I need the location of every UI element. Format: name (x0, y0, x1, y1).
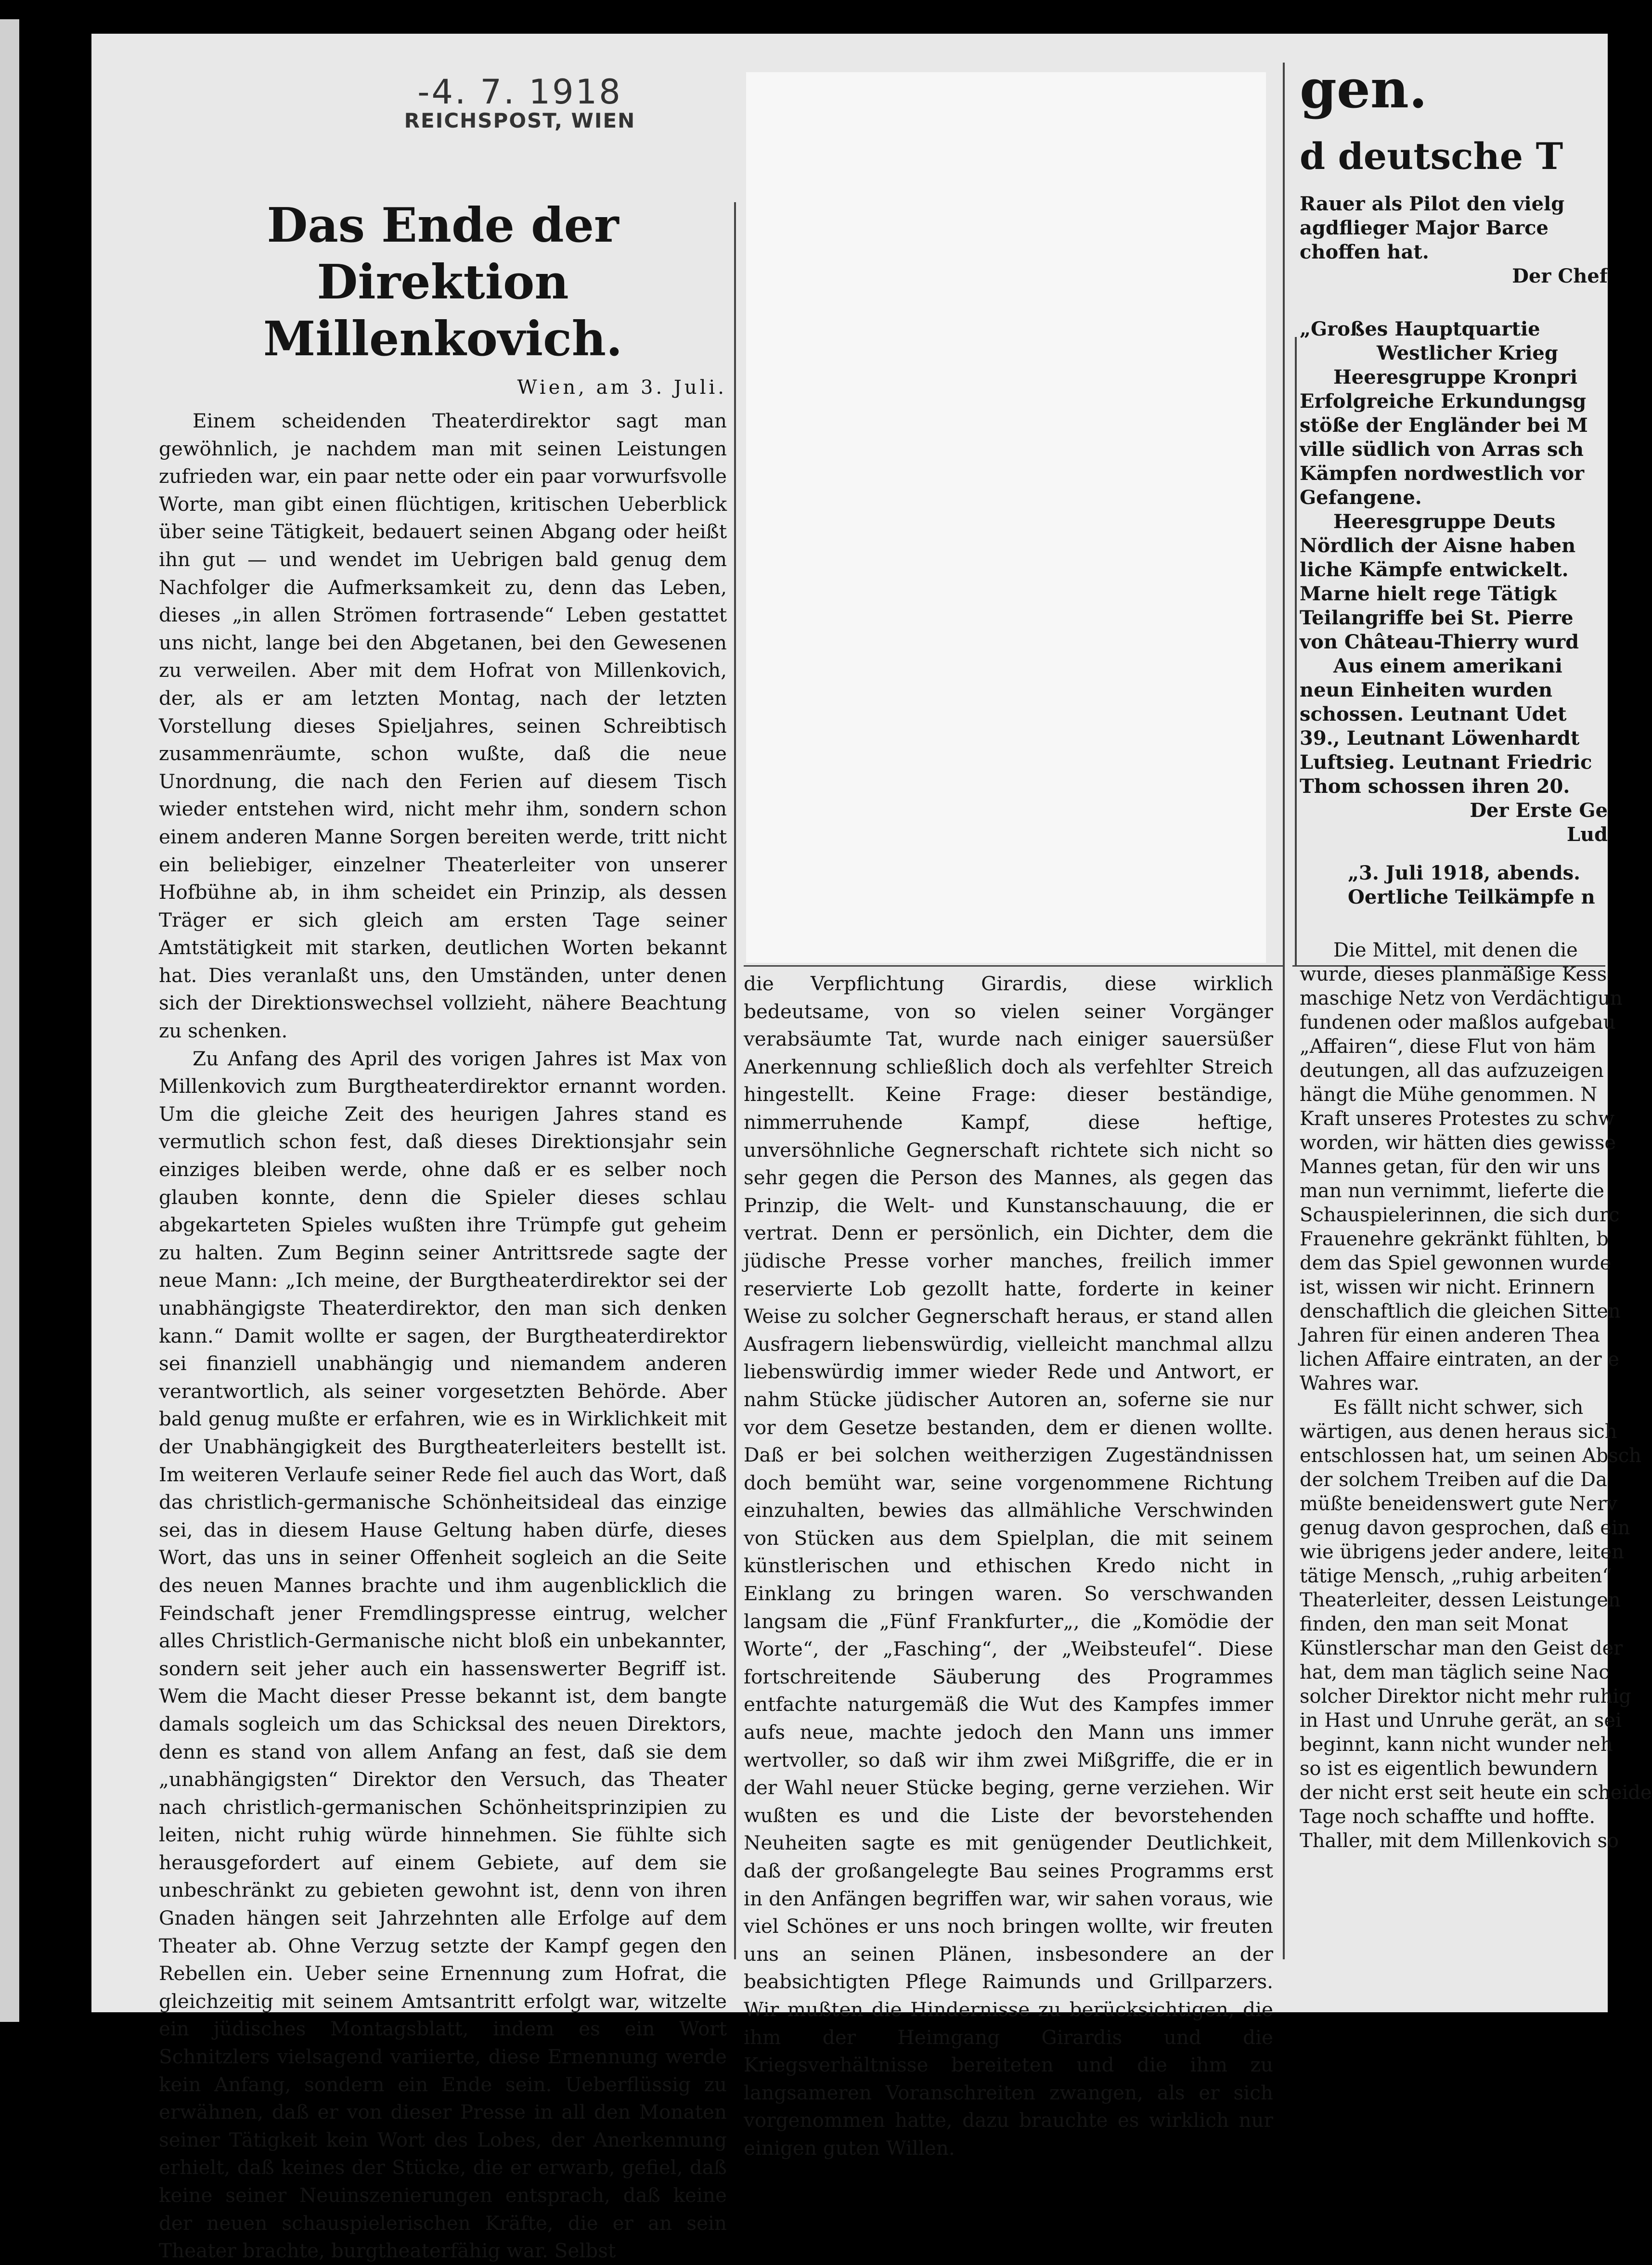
text-line: „3. Juli 1918, abends. (1348, 862, 1581, 884)
text-line: Aus einem amerikani (1333, 655, 1562, 677)
right-lines-bottom (1300, 938, 1652, 1853)
text-line: Westlicher Krieg (1377, 342, 1558, 364)
text-line: in Hast und Unruhe gerät, an sei (1300, 1709, 1622, 1732)
text-line: ville südlich von Arras sch (1300, 438, 1584, 461)
right-heading-fragment: gen. (1300, 58, 1428, 120)
text-line: Erfolgreiche Erkundungsg (1300, 390, 1587, 413)
adjacent-page-strip (0, 19, 19, 2022)
text-line: worden, wir hätten dies gewisse (1300, 1132, 1616, 1154)
text-line: solcher Direktor nicht mehr ruhig (1300, 1685, 1631, 1708)
text-line: Tage noch schaffte und hoffte. (1300, 1806, 1596, 1828)
section-divider-middle (744, 965, 1283, 967)
article-paragraph-1: Einem scheidenden Theaterdirektor sagt man gewöhnlich, je nachdem man mit seinen Leistungen zufrieden war, ein paar nette oder ein paar vorwurfsvolle Worte, man gibt einen flüchtigen, kritischen Ueberblick über seine Tätigkeit, bedauert seinen Abgang oder heißt ihn gut — und wendet im Uebrigen bald genug dem Nachfolger die Aufmerksamkeit zu, denn das Leben, dieses „in allen Strömen fortrasende“ Leben gestattet uns nicht, lange bei den Abgetanen, bei den Gewesenen zu verweilen. Aber mit dem Hofrat von Millenkovich, der, als er am letzten Montag, nach der letzten Vorstellung dieses Spieljahres, seinen Schreibtisch zusammenräumte, schon wußte, daß die neue Unordnung, die nach den Ferien auf diesem Tisch wieder entstehen wird, nicht mehr ihm, sondern schon einem anderen Manne Sorgen bereiten werde, tritt nicht ein beliebiger, einzelner Theaterleiter von unserer Hofbühne ab, in ihm scheidet ein Prinzip, als dessen Träger er sich gleich am ersten Tage seiner Amtstätigkeit mit starken, deutlichen Worten bekannt hat. Dies veranlaßt uns, den Umständen, unter denen sich der Direktionswechsel vollzieht, nähere Beachtung zu schenken. (159, 409, 727, 1043)
text-line: stöße der Engländer bei M (1300, 414, 1588, 437)
text-line: wie übrigens jeder andere, leiten (1300, 1541, 1625, 1563)
text-line: finden, den man seit Monat (1300, 1613, 1568, 1635)
text-line: ist, wissen wir nicht. Erinnern (1300, 1276, 1595, 1298)
text-line: choffen hat. (1300, 241, 1429, 263)
text-line: Heeresgruppe Kronpri (1333, 366, 1578, 388)
text-line: Mannes getan, für den wir uns (1300, 1156, 1600, 1178)
text-line: so ist es eigentlich bewundern (1300, 1758, 1598, 1780)
text-line: lichen Affaire eintraten, an der e (1300, 1348, 1619, 1371)
right-lines-report (1300, 317, 1608, 847)
text-line: der solchem Treiben auf die Da (1300, 1469, 1607, 1491)
text-line: Die Mittel, mit denen die (1333, 939, 1578, 961)
text-line: Thom schossen ihren 20. (1300, 775, 1570, 798)
text-line: der nicht erst seit heute ein scheide (1300, 1782, 1652, 1804)
text-line: „Affairen“, diese Flut von häm (1300, 1035, 1596, 1058)
text-line: entschlossen hat, um seinen Absch (1300, 1445, 1641, 1467)
text-line: schossen. Leutnant Udet (1300, 703, 1567, 725)
text-line: genug davon gesprochen, daß ein (1300, 1517, 1630, 1539)
text-line: Schauspielerinnen, die sich durc (1300, 1204, 1620, 1226)
text-line: beginnt, kann nicht wunder neh (1300, 1734, 1613, 1756)
text-line: müßte beneidenswert gute Nerv (1300, 1493, 1617, 1515)
text-line: tätige Mensch, „ruhig arbeiten“ (1300, 1565, 1612, 1587)
stamp-source: REICHSPOST, WIEN (404, 109, 636, 132)
text-line: neun Einheiten wurden (1300, 679, 1553, 701)
text-line: Kämpfen nordwestlich vor (1300, 462, 1585, 485)
right-subheading-fragment: d deutsche T (1300, 135, 1563, 178)
article-dateline: Wien, am 3. Juli. (517, 376, 727, 399)
right-lines-top (1300, 192, 1608, 288)
text-line: deutungen, all das aufzuzeigen (1300, 1060, 1604, 1082)
text-line: Luftsieg. Leutnant Friedric (1300, 751, 1592, 774)
text-line: Kraft unseres Protestes zu schw (1300, 1108, 1615, 1130)
text-line: „Großes Hauptquartie (1300, 318, 1540, 340)
text-line: Gefangene. (1300, 486, 1422, 509)
article-headline: Das Ende der Direktion Millenkovich. (263, 198, 623, 367)
text-line: maschige Netz von Verdächtigun (1300, 987, 1623, 1010)
text-line: Marne hielt rege Tätigk (1300, 582, 1557, 605)
text-line: Frauenehre gekränkt fühlten, b (1300, 1228, 1609, 1250)
adjacent-column-right (1300, 58, 1652, 1983)
text-line: wärtigen, aus denen heraus sich (1300, 1421, 1617, 1443)
article-column-middle (744, 970, 1273, 2160)
text-line: Theaterleiter, dessen Leistungen (1300, 1589, 1621, 1611)
text-line: Thaller, mit dem Millenkovich so (1300, 1830, 1619, 1852)
article-paragraph-2: Zu Anfang des April des vorigen Jahres ist Max von Millenkovich zum Burgtheaterdirektor ernannt worden. Um die gleiche Zeit des heurigen Jahres stand es vermutlich schon fest, daß dieses Direktionsjahr sein einziges bleiben werde, ohne daß er es selber noch glauben konnte, denn die Spieler dieses schlau abgekarteten Spieles wußten ihre Trümpfe gut geheim zu halten. Zum Beginn seiner Antrittsrede sagte der neue Mann: „Ich meine, der Burgtheaterdirektor sei der unabhängigste Theaterdirektor, den man sich denken kann.“ Damit wollte er sagen, der Burgtheaterdirektor sei finanziell unabhängig und niemandem anderen verantwortlich, als seiner vorgesetzten Behörde. Aber bald genug mußte er erfahren, wie es in Wirklichkeit mit der Unabhängigkeit des Burgtheaterleiters bestellt ist. Im weiteren Verlaufe seiner Rede fiel auch das Wort, daß das christlich-germanische Schönheitsideal das einzige sei, das in diesem Hause Geltung haben dürfe, dieses Wort, das uns in seiner Offenheit sogleich an die Seite des neuen Mannes brachte und ihm augenblicklich die Feindschaft jener Fremdlingspresse eintrug, welcher alles Christlich-Germanische nicht bloß ein unbekannter, sondern seit jeher auch ein hassenswerter Begriff ist. Wem die Macht dieser Presse bekannt ist, dem bangte damals sogleich um das Schicksal des neuen Direktors, denn es stand von allem Anfang an fest, daß sie dem „unabhängigsten“ Direktor den Versuch, das Theater nach christlich-germanischen Schönheitsprinzipien zu leiten, nicht ruhig würde hinnehmen. Sie fühlte sich herausgefordert auf einem Gebiete, auf dem sie unbeschränkt zu gebieten gewohnt ist, denn von ihren Gnaden hängen seit Jahrzehnten alle Erfolge auf dem Theater ab. Ohne Verzug setzte der Kampf gegen den Rebellen ein. Ueber seine Ernennung zum Hofrat, die gleichzeitig mit seinem Amtsantritt erfolgt war, witzelte ein jüdisches Montagsblatt, indem es ein Wort Schnitzlers vielsagend variierte, diese Ernennung werde kein Anfang, sondern ein Ende sein. Ueberflüssig zu erwähnen, daß er von dieser Presse in all den Monaten seiner Tätigkeit kein Wort des Lobes, der Anerkennung erhielt, daß keines der Stücke, die er erwarb, gefiel, daß keine seiner Neuinszenierungen entsprach, daß keine der neuen schauspielerischen Kräfte, die er an sein Theater brachte, burgtheaterfähig war. Selbst (159, 1047, 727, 2263)
text-line: denschaftlich die gleichen Sitten (1300, 1300, 1621, 1322)
text-line: 39., Leutnant Löwenhardt (1300, 727, 1580, 750)
text-line: wurde, dieses planmäßige Kess (1300, 963, 1607, 985)
archive-stamp (375, 72, 664, 132)
text-line: Nördlich der Aisne haben (1300, 534, 1576, 557)
text-line: Wahres war. (1300, 1372, 1420, 1395)
text-line: dem das Spiel gewonnen wurde (1300, 1252, 1612, 1274)
stamp-date: -4. 7. 1918 (417, 72, 622, 112)
article-column-left (159, 197, 727, 2263)
text-line: hat, dem man täglich seine Nac (1300, 1661, 1610, 1683)
column-divider-left (734, 202, 736, 1959)
text-line: agdflieger Major Barce (1300, 217, 1549, 239)
text-line: fundenen oder maßlos aufgebau (1300, 1011, 1616, 1034)
right-lines-evening-report (1300, 861, 1608, 909)
text-line: von Château-Thierry wurd (1300, 631, 1579, 653)
text-line: Jahren für einen anderen Thea (1300, 1324, 1600, 1346)
text-line: Heeresgruppe Deuts (1333, 510, 1556, 533)
text-line: Der Chef (1512, 265, 1608, 287)
box-border-left (1295, 337, 1297, 965)
text-line: liche Kämpfe entwickelt. (1300, 558, 1569, 581)
text-line: hängt die Mühe genommen. N (1300, 1084, 1598, 1106)
text-line: Teilangriffe bei St. Pierre (1300, 607, 1574, 629)
text-line: man nun vernimmt, lieferte die (1300, 1180, 1604, 1202)
text-line: Lud (1566, 823, 1608, 846)
column-divider-right (1283, 63, 1285, 1959)
cut-out-blank-area (746, 72, 1266, 963)
text-line: Rauer als Pilot den vielg (1300, 193, 1565, 215)
text-line: Der Erste Ge (1470, 799, 1608, 822)
text-line: Künstlerschar man den Geist der (1300, 1637, 1623, 1659)
article-paragraph-3: die Verpflichtung Girardis, diese wirklich bedeutsame, von so vielen seiner Vorgänger verabsäumte Tat, wurde nach einiger sauersüßer Anerkennung schließlich doch als verfehlter Streich hingestellt. Keine Frage: dieser beständige, nimmerruhende Kampf, diese heftige, unversöhnliche Gegnerschaft richtete sich nicht so sehr gegen die Person des Mannes, als gegen das Prinzip, die Welt- und Kunstanschauung, die er vertrat. Denn er persönlich, ein Dichter, dem die jüdische Presse vorher manches, freilich immer reservierte Lob gezollt hatte, forderte in keiner Weise zu solcher Gegnerschaft heraus, er stand allen Ausfragern liebenswürdig, vielleicht manchmal allzu liebenswürdig immer wieder Rede und Antwort, er nahm Stücke jüdischer Autoren an, soferne sie nur vor dem Gesetze bestanden, dem er dienen wollte. Daß er bei solchen weitherzigen Zugeständnissen doch bemüht war, seine vorgenommene Richtung einzuhalten, bewies das allmähliche Verschwinden von Stücken aus dem Spielplan, die mit seinem künstlerischen und ethischen Kredo nicht in Einklang zu bringen waren. So verschwanden langsam die „Fünf Frankfurter„, die „Komödie der Worte“, der „Fasching“, der „Weibsteufel“. Diese fortschreitende Säuberung des Programmes entfachte naturgemäß die Wut des Kampfes immer aufs neue, machte jedoch den Mann uns immer wertvoller, so daß wir ihm zwei Mißgriffe, die er in der Wahl neuer Stücke beging, gerne verziehen. Wir wußten es und die Liste der bevorstehenden Neuheiten sagte es mit genügender Deutlichkeit, daß der großangelegte Bau seines Programms erst in den Anfängen begriffen war, wir sahen voraus, wie viel Schönes er uns noch bringen wollte, wir freuten uns an seinen Plänen, insbesondere an der beabsichtigten Pflege Raimunds und Grillparzers. Wir mußten die Hindernisse zu berücksichtigen, die ihm der Heimgang Girardis und die Kriegsverhältnisse bereiteten und die ihm zu langsameren Voranschreiten zwangen, als er sich vorgenommen hatte, dazu brauchte es wirklich nur einigen guten Willen. (744, 972, 1273, 2160)
text-line: Es fällt nicht schwer, sich (1333, 1397, 1584, 1419)
text-line: Oertliche Teilkämpfe n (1348, 886, 1595, 908)
